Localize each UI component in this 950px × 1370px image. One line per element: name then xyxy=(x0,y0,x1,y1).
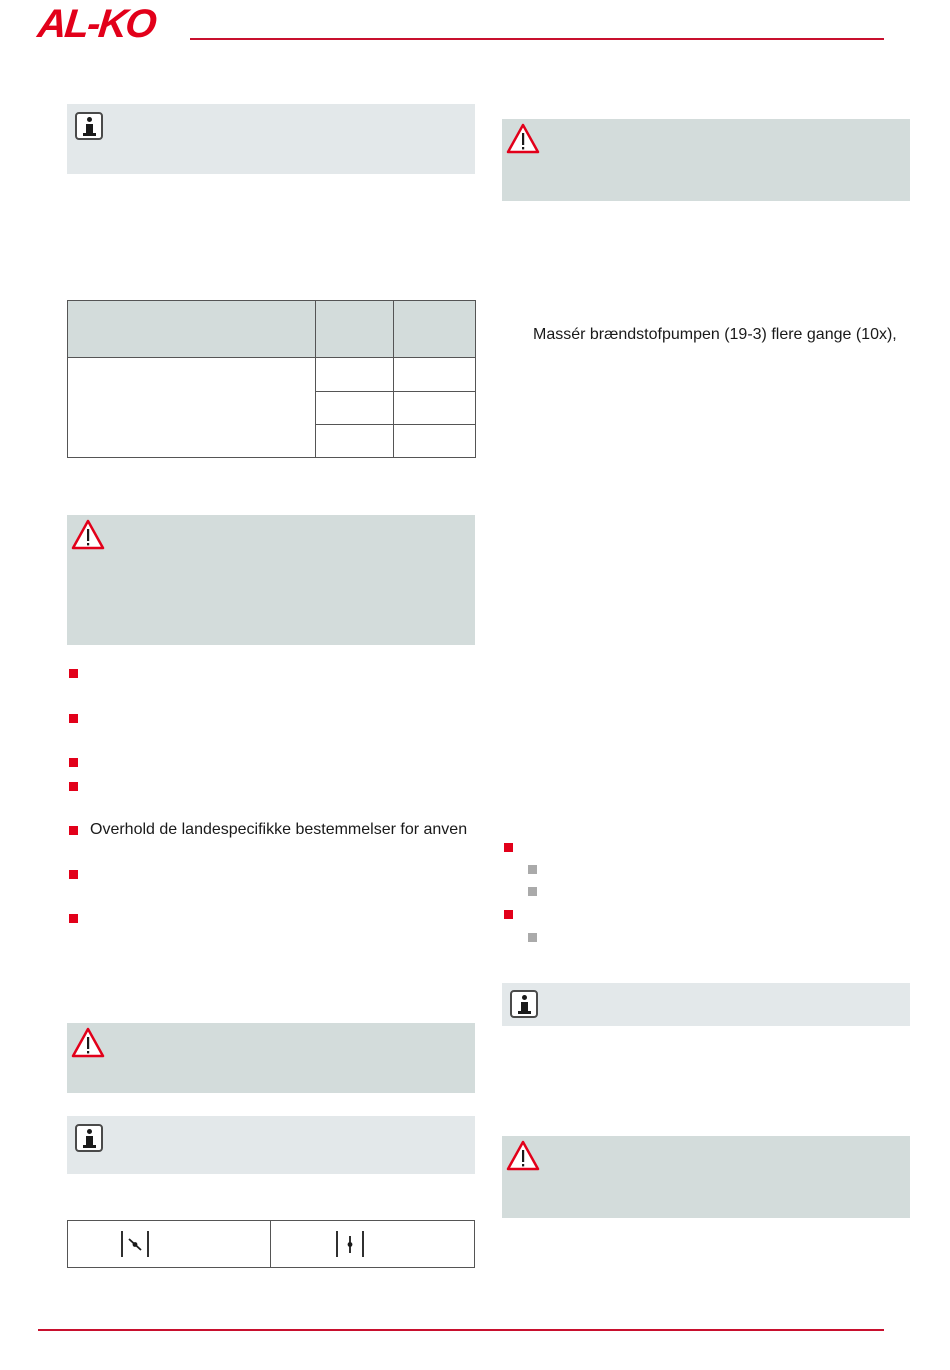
pump-instruction-text: Massér brændstofpumpen (19-3) flere gange (10x), xyxy=(533,326,897,343)
info-icon xyxy=(510,990,538,1018)
table-header-cell xyxy=(394,301,476,358)
sub-bullet-marker xyxy=(528,933,537,942)
table-cell xyxy=(68,358,316,458)
warning-box-1 xyxy=(67,515,475,645)
bullet-marker xyxy=(69,914,78,923)
spec-table xyxy=(67,300,476,458)
list-item-text: Overhold de landespecifikke bestemmelser for anven xyxy=(90,821,468,838)
info-box-1 xyxy=(67,104,475,174)
table-cell xyxy=(394,424,476,457)
bullet-marker xyxy=(504,843,513,852)
footer-rule xyxy=(38,1329,884,1331)
bullet-marker xyxy=(504,910,513,919)
table-cell xyxy=(316,358,394,391)
warning-triangle-icon xyxy=(506,1140,540,1172)
warning-box-4 xyxy=(502,1136,910,1218)
warning-triangle-icon xyxy=(506,123,540,155)
choke-table xyxy=(67,1220,475,1268)
choke-table-divider xyxy=(270,1221,271,1267)
table-cell xyxy=(316,424,394,457)
choke-closed-icon xyxy=(120,1229,150,1259)
info-icon xyxy=(75,112,103,140)
info-box-3 xyxy=(502,983,910,1026)
warning-triangle-icon xyxy=(71,1027,105,1059)
bullet-marker xyxy=(69,714,78,723)
al-ko-logo: AL-KO xyxy=(35,2,157,46)
warning-box-2 xyxy=(67,1023,475,1093)
bullet-marker xyxy=(69,669,78,678)
info-box-2 xyxy=(67,1116,475,1174)
warning-triangle-icon xyxy=(71,519,105,551)
table-cell xyxy=(316,391,394,424)
bullet-marker xyxy=(69,826,78,835)
warning-box-3 xyxy=(502,119,910,201)
bullet-marker xyxy=(69,870,78,879)
sub-bullet-marker xyxy=(528,865,537,874)
bullet-marker xyxy=(69,758,78,767)
info-icon xyxy=(75,1124,103,1152)
header-rule xyxy=(190,38,884,40)
choke-open-icon xyxy=(335,1229,365,1259)
table-cell xyxy=(394,391,476,424)
sub-bullet-marker xyxy=(528,887,537,896)
bullet-marker xyxy=(69,782,78,791)
table-cell xyxy=(394,358,476,391)
table-header-cell xyxy=(316,301,394,358)
table-header-cell xyxy=(68,301,316,358)
